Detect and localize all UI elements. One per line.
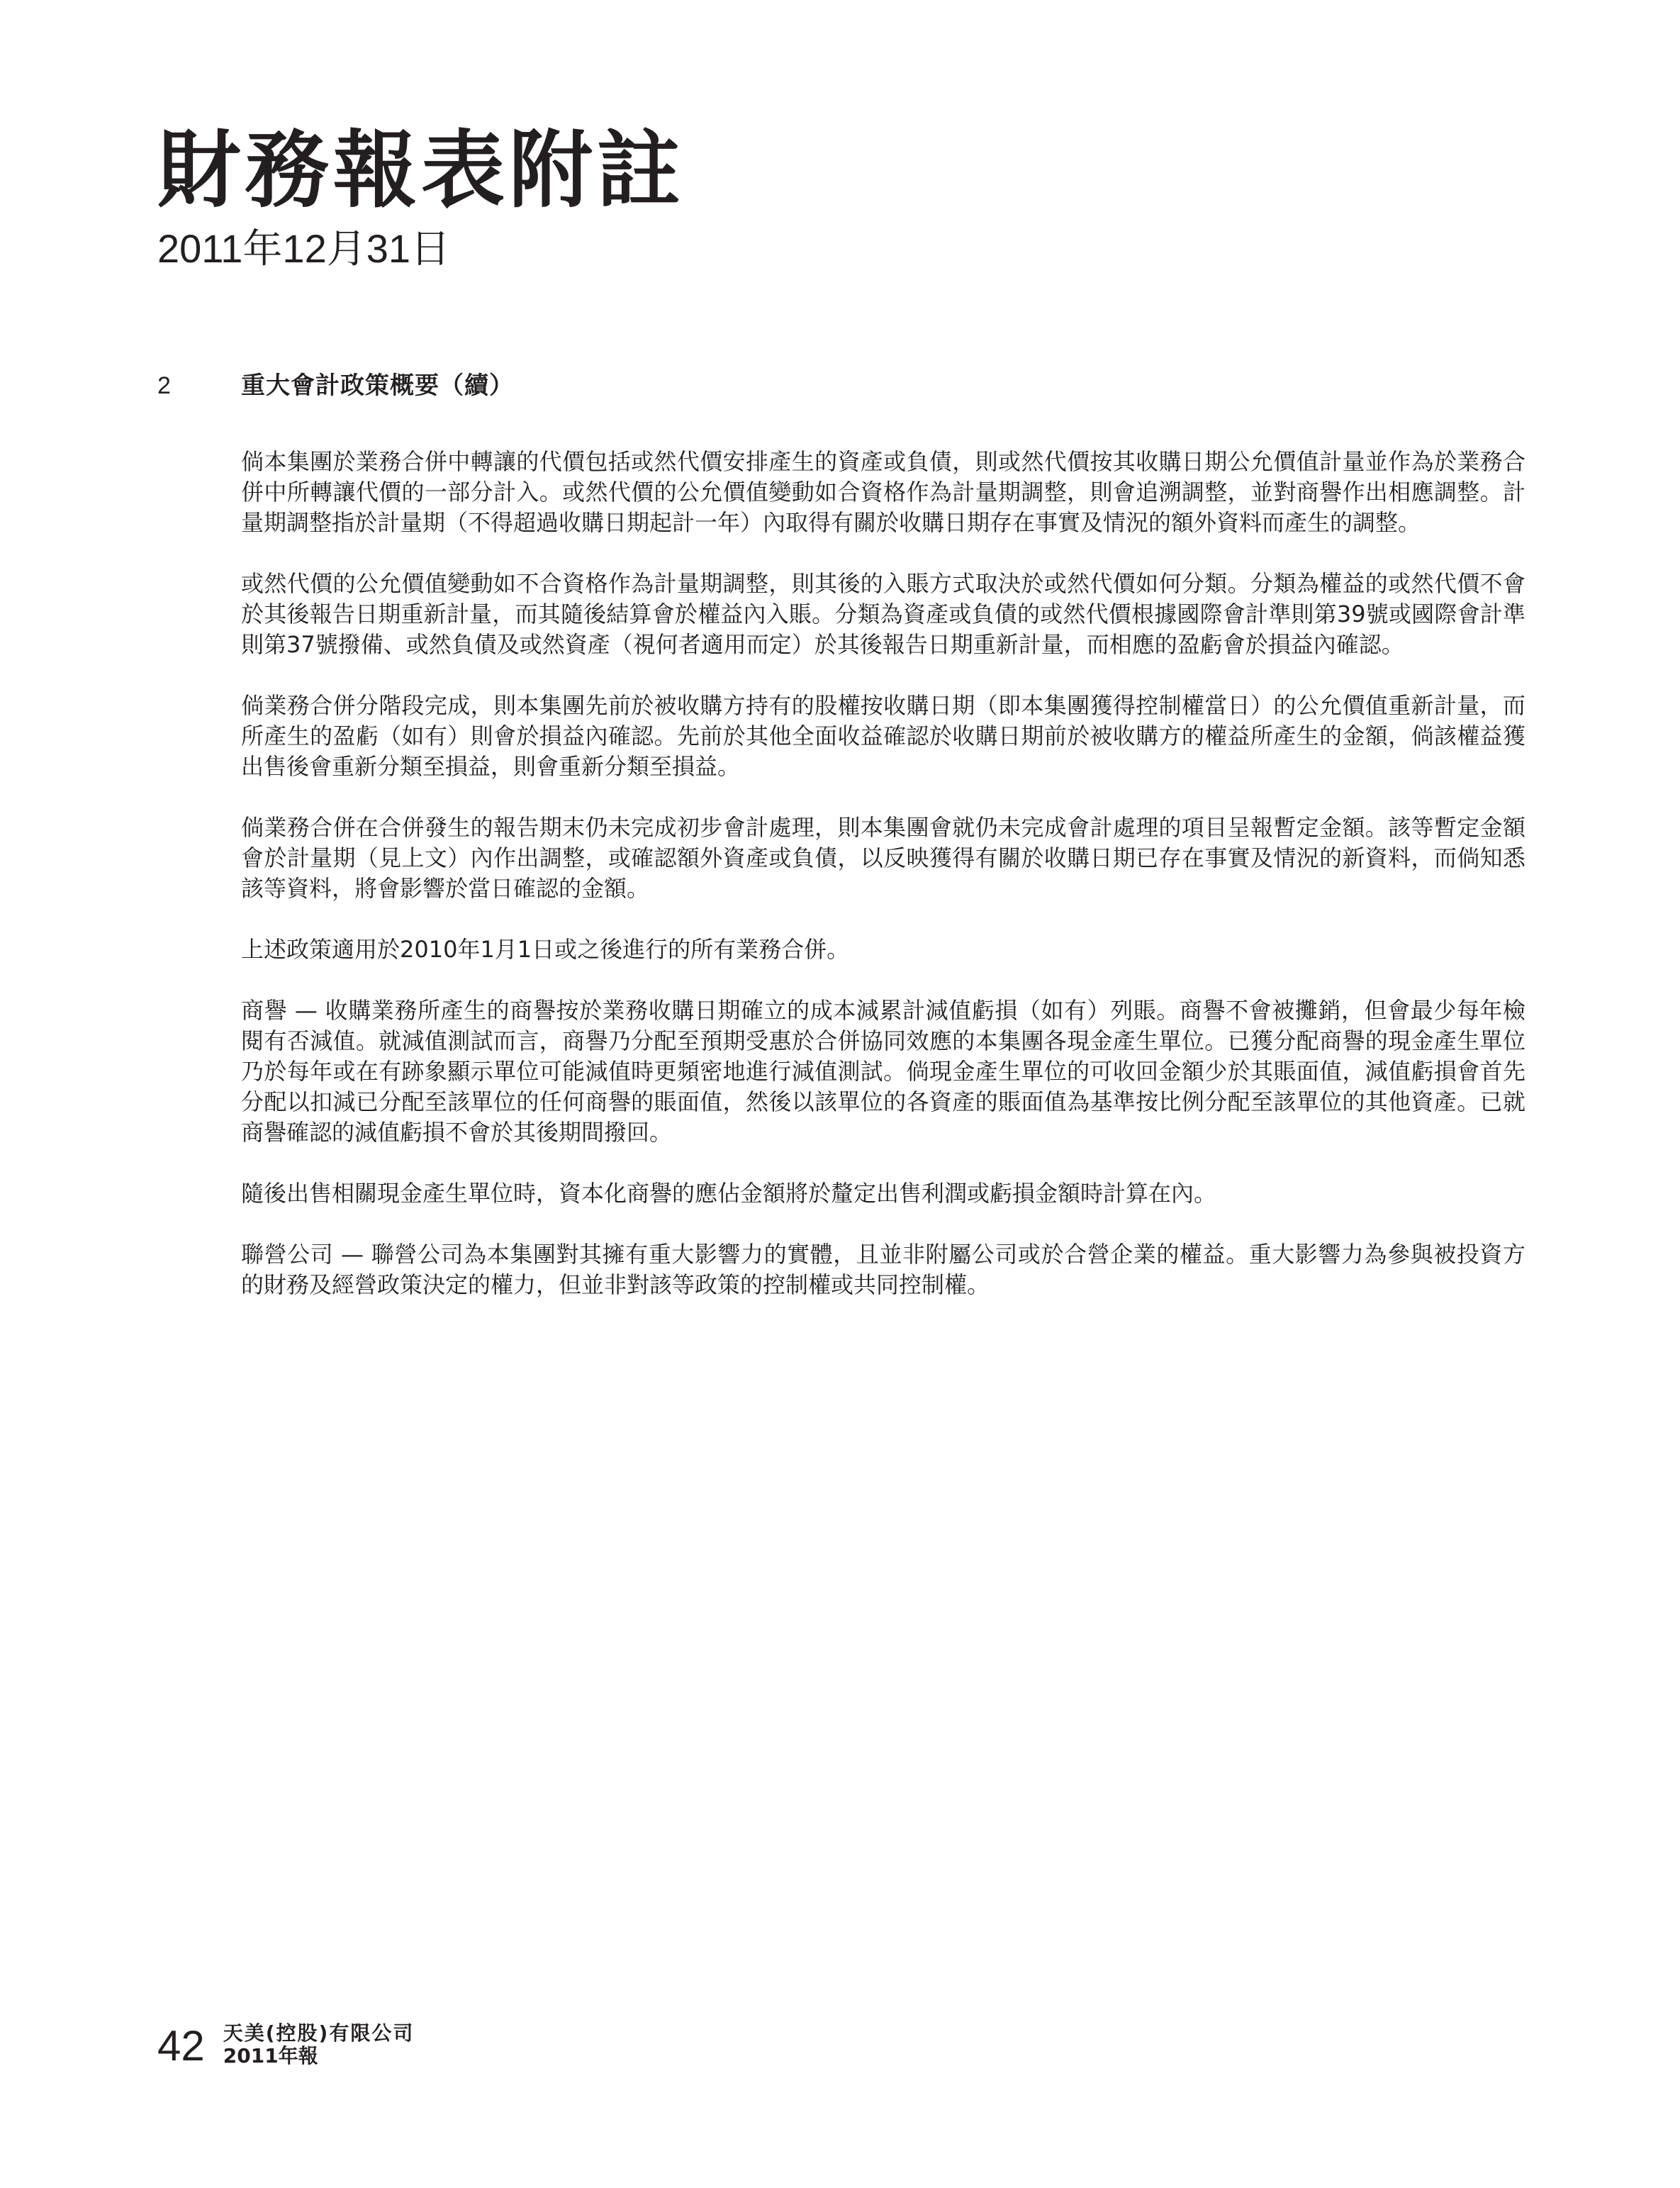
section-number: 2 xyxy=(157,372,171,399)
report-name: 2011年報 xyxy=(223,2044,318,2067)
page-number: 42 xyxy=(157,2022,205,2070)
paragraph-provisional-amounts: 倘業務合併在合併發生的報告期末仍未完成初步會計處理，則本集團會就仍未完成會計處理的項目呈報暫定金額。該等暫定金額會於計量期（見上文）內作出調整，或確認額外資產或負債，以反映獲得有關於收購日期已存在事實及情況的新資料，而倘知悉該等資料，將會影響於當日確認的金額。 xyxy=(241,814,1525,902)
notes-section xyxy=(157,369,1525,1331)
paragraph-goodwill-disposal: 隨後出售相關現金產生單位時，資本化商譽的應佔金額將於釐定出售利潤或虧損金額時計算在內。 xyxy=(241,1180,1217,1207)
company-block xyxy=(223,2022,415,2067)
paragraph-associates: 聯營公司 — 聯營公司為本集團對其擁有重大影響力的實體，且並非附屬公司或於合營企業的權益。重大影響力為參與被投資方的財務及經營政策決定的權力，但並非對該等政策的控制權或共同控制權。 xyxy=(241,1241,1525,1298)
page-footer xyxy=(157,2021,415,2070)
paragraph-contingent-consideration: 倘本集團於業務合併中轉讓的代價包括或然代價安排產生的資產或負債，則或然代價按其收購日期公允價值計量並作為於業務合併中所轉讓代價的一部分計入。或然代價的公允價值變動如合資格作為計量期調整，則會追溯調整，並對商譽作出相應調整。計量期調整指於計量期（不得超過收購日期起計一年）內取得有關於收購日期存在事實及情況的額外資料而產生的調整。 xyxy=(241,448,1525,536)
section-title: 重大會計政策概要（續） xyxy=(241,372,514,400)
page-header xyxy=(157,121,685,274)
paragraph-fair-value-changes: 或然代價的公允價值變動如不合資格作為計量期調整，則其後的入賬方式取決於或然代價如何分類。分類為權益的或然代價不會於其後報告日期重新計量，而其隨後結算會於權益內入賬。分類為資產或負債的或然代價根據國際會計準則第39號或國際會計準則第37號撥備、或然負債及或然資產（視何者適用而定）於其後報告日期重新計量，而相應的盈虧會於損益內確認。 xyxy=(241,570,1525,658)
page-title: 財務報表附註 xyxy=(157,121,685,219)
section-heading xyxy=(157,369,1525,403)
paragraph-goodwill: 商譽 — 收購業務所產生的商譽按於業務收購日期確立的成本減累計減值虧損（如有）列賬。商譽不會被攤銷，但會最少每年檢閱有否減值。就減值測試而言，商譽乃分配至預期受惠於合併協同效應的本集團各現金產生單位。已獲分配商譽的現金產生單位乃於每年或在有跡象顯示單位可能減值時更頻密地進行減值測試。倘現金產生單位的可收回金額少於其賬面值，減值虧損會首先分配以扣減已分配至該單位的任何商譽的賬面值，然後以該單位的各資產的賬面值為基準按比例分配至該單位的其他資產。已就商譽確認的減值虧損不會於其後期間撥回。 xyxy=(241,997,1525,1146)
company-name: 天美(控股)有限公司 xyxy=(223,2021,415,2045)
page-date: 2011年12月31日 xyxy=(157,226,450,271)
paragraph-policy-applicability: 上述政策適用於2010年1月1日或之後進行的所有業務合併。 xyxy=(241,936,850,963)
paragraph-stages: 倘業務合併分階段完成，則本集團先前於被收購方持有的股權按收購日期（即本集團獲得控制權當日）的公允價值重新計量，而所產生的盈虧（如有）則會於損益內確認。先前於其他全面收益確認於收購日期前於被收購方的權益所產生的金額，倘該權益獲出售後會重新分類至損益，則會重新分類至損益。 xyxy=(241,692,1525,780)
section-body xyxy=(241,447,1525,1300)
